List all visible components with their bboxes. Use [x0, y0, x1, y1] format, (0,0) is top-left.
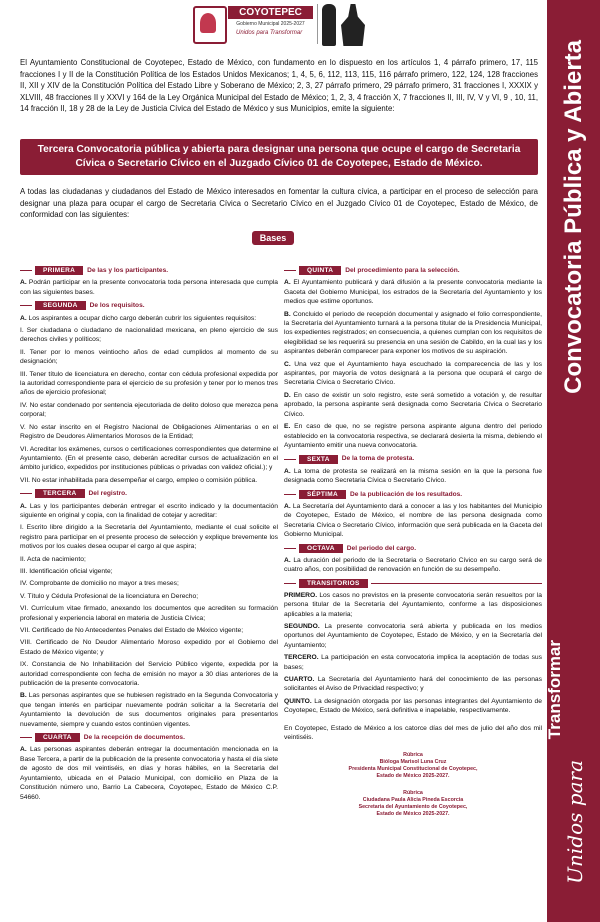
sidebar-title: Convocatoria Pública y Abierta: [559, 40, 587, 394]
clause: C. Una vez que el Ayuntamiento haya escuchado la comparecencia de las y los aspirantes, por mayoría de votos designará a la persona que ocupará el cargo de Secretaria Cívica o Secretario Cívico.: [284, 360, 542, 387]
clause: D. En caso de existir un solo registro, este será sometido a votación y, de resultar aprobado, la persona aspirante será designada como Secretaria Cívica o Secretario Cívico.: [284, 391, 542, 418]
list-item: III. Tener título de licenciatura en derecho, contar con cédula profesional expedida por la autoridad correspondiente para el ejercicio de su profesión y tener por lo menos tres años de ejercicio profesional;: [20, 370, 278, 397]
section-header: OCTAVA Del periodo del cargo.: [284, 544, 542, 553]
clause: SEGUNDO. La presente convocatoria será abierta y publicada en los medios oportunos del Ayuntamiento de Coyotepec, Estado de México, y en la Secretaría del Ayuntamiento;: [284, 623, 542, 649]
signature-block-president: Rúbrica Bióloga Marisol Luna Cruz Presidenta Municipal Constitucional de Coyotepec, Estado de México 2025-2027.: [348, 752, 478, 780]
section-header: SEGUNDA De los requisitos.: [20, 301, 278, 310]
list-item: VII. Certificado de No Antecedentes Penales del Estado de México vigente;: [20, 627, 244, 634]
clause: A. El Ayuntamiento publicará y dará difusión a la presente convocatoria mediante la Gaceta del Gobierno Municipal, los estrados de la Secretaría del Ayuntamiento y los medios que estime oportunos.: [284, 279, 542, 306]
header-slogan: Unidos para Transformar: [236, 30, 303, 36]
list-item: I. Escrito libre dirigido a la Secretaría del Ayuntamiento, mediante el cual solicite el registro para participar en el presente proceso de selección y explique brevemente los motivos por los cuales desea ocupar el cargo al que aspira;: [20, 524, 278, 551]
convocatoria-banner: Tercera Convocatoria pública y abierta para designar una persona que ocupe el cargo de Secretaria Cívica o Secretario Cívico en el Juzgado Cívico 01 de Coyotepec, Estado de México.: [20, 139, 538, 175]
clause: CUARTO. La Secretaría del Ayuntamiento hará del conocimiento de las personas solicitantes el Aviso de Privacidad respectivo; y: [284, 676, 542, 693]
list-item: VI. Acreditar los exámenes, cursos o certificaciones correspondientes que determine el Ayuntamiento. (En el presente caso, deberán acreditar cursos de actualización en el ámbito jurídico, expedidos por instituciones públicas o privadas con validez oficial.); y: [20, 445, 278, 472]
signature-block-secretary: Rúbrica Ciudadana Paula Alicia Pineda Escorcia Secretaria del Ayuntamiento de Coyotepec, Estado de México 2025-2027.: [358, 790, 468, 818]
invitation-paragraph: A todas las ciudadanas y ciudadanos del Estado de México interesados en fomentar la cultura cívica, a participar en el proceso de selección para designar una plaza para ocupar el cargo de Secretaria Cívica o Secretario Cívico en el Juzgado Cívico 01 de Coyotepec, Estado de México, de conformidad con las siguientes:: [20, 187, 538, 220]
clause: A. La toma de protesta se realizará en la misma sesión en la que la persona fue designada como Secretaria Cívica o Secretario Cívico.: [284, 467, 542, 485]
left-column: [20, 262, 278, 805]
list-item: IV. No estar condenado por sentencia ejecutoriada de delito doloso que merezca pena corporal;: [20, 401, 278, 419]
clause: TERCERO. La participación en esta convocatoria implica la aceptación de todas sus bases;: [284, 654, 542, 671]
clause: A. Las y los participantes deberán entregar el escrito indicado y la documentación siguiente en original y copia, con la finalidad de cotejar y acreditar:: [20, 502, 278, 519]
list-item: IX. Constancia de No Inhabilitación del Servicio Público vigente, expedida por la autoridad correspondiente con fecha de emisión no mayor a 30 días anteriores de la publicación de la presente convocatoria.: [20, 661, 278, 688]
brand-subtitle: Gobierno Municipal 2025-2027: [236, 21, 305, 27]
section-header: TERCERA Del registro.: [20, 489, 278, 498]
list-item: V. Título y Cédula Profesional de la licenciatura en Derecho;: [20, 592, 199, 600]
header-divider: [317, 4, 318, 44]
list-item: IV. Comprobante de domicilio no mayor a tres meses;: [20, 580, 179, 588]
right-column: [284, 262, 542, 818]
list-item: VI. Currículum vitae firmado, anexando los documentos que acrediten su formación profesional y experiencia laboral en materia de Justicia Cívica;: [20, 605, 278, 622]
section-header: SEXTA De la toma de protesta.: [284, 454, 542, 463]
list-item: I. Ser ciudadana o ciudadano de nacionalidad mexicana, en pleno ejercicio de sus derechos civiles y políticos;: [20, 327, 278, 344]
list-item: II. Tener por lo menos veintiocho años de edad cumplidos al momento de su designación;: [20, 348, 278, 366]
list-item: III. Identificación oficial vigente;: [20, 567, 113, 575]
coyotepec-logo-icon: [193, 6, 227, 44]
brand-name: COYOTEPEC: [228, 6, 313, 19]
clause: B. Concluido el periodo de recepción documental y asignado el folio correspondiente, la Secretaría del Ayuntamiento turnará a la persona titular de la Presidencia Municipal, los expedientes registrados; en consecuencia, a quienes cumplan con los requisitos de elegibilidad se les requerirá su presencia en una sesión de Cabildo, en la cual las y los aspirantes deberán comparecer para exponer los motivos de su aspiración.: [284, 310, 542, 356]
list-item: VII. No estar inhabilitada para desempeñar el cargo, empleo o comisión pública.: [20, 476, 258, 484]
intro-paragraph: El Ayuntamiento Constitucional de Coyotepec, Estado de México, con fundamento en lo dispuesto en los artículos 1, 4 párrafo primero, 17, 115 fracciones I y II de la Constitución Política de los Estados Unidos Mexicanos; 1, 4, 5, 6, 112, 113, 115, 116 párrafo primero, 122, 124, 128 fracciones II, XII y XIV de la Constitución Política del Estado Libre y Soberano de México; 2, 3, 27 párrafo primero, 29 párrafo primero, 31 fracciones I, XXXIX y XLVIII, 48 fracciones II y XXVI y 164 de la Ley Orgánica Municipal del Estado de México; 1, 2, 3, 4 fracción X, 7 fracciones II, III, IV, V y VI, 9 , 10, 11, 14 fracción II, 18 y 28 de la Ley de Justicia Cívica del Estado de México y sus Municipios, emite la siguiente:: [20, 58, 538, 114]
clause: A. La Secretaría del Ayuntamiento dará a conocer a las y los habitantes del Municipio de Coyotepec, Estado de México, el nombre de las persona designada como Secretaria Cívica o Secretario Cívico, información que será publicada en la Gaceta del Gobierno Municipal.: [284, 502, 542, 539]
section-header: QUINTA Del procedimiento para la selección.: [284, 266, 542, 275]
section-header: TRANSITORIOS: [284, 579, 542, 588]
clause: A. Podrán participar en la presente convocatoria toda persona interesada que cumpla con las siguientes bases.: [20, 279, 278, 296]
bases-heading: Bases: [252, 231, 294, 245]
clause: A. Los aspirantes a ocupar dicho cargo deberán cubrir los siguientes requisitos:: [20, 314, 257, 322]
figure-silhouette-icon: [341, 4, 365, 46]
clause: E. En caso de que, no se registre persona aspirante alguna dentro del periodo establecido en la convocatoria respectiva, se declarará desierta la misma, debiendo el Ayuntamiento emitir una nueva convocatoria.: [284, 423, 542, 449]
list-item: VIII. Certificado de No Deudor Alimentario Moroso expedido por el Gobierno del Estado de México vigente; y: [20, 639, 278, 656]
clause: PRIMERO. Los casos no previstos en la presente convocatoria serán resueltos por la persona titular de la Secretaría del Ayuntamiento, conforme a las disposiciones aplicables a la materia;: [284, 591, 542, 618]
seal-icon: [322, 4, 336, 46]
clause: A. Las personas aspirantes deberán entregar la documentación mencionada en la Base Tercera, a partir de la publicación de la presente convocatoria y hasta el día siete de agosto de dos mil veintiséis, en días y horas hábiles, en la Secretaría del Ayuntamiento, ubicada en el Palacio Municipal, con domicilio en Plaza de la Constitución número uno, Barrio La Cabecera, Coyotepec, Estado de México C.P. 54660.: [20, 746, 278, 801]
header: [0, 0, 600, 52]
clause: B. Las personas aspirantes que se hubiesen registrado en la Segunda Convocatoria y que tengan interés en participar nuevamente podrán solicitar a la Secretaría del Ayuntamiento la devolución de sus documentos originales para presentarlos nuevamente, siempre y cuando estos continúen vigentes.: [20, 692, 278, 728]
list-item: V. No estar inscrito en el Registro Nacional de Obligaciones Alimentarias o en el Registro de Deudores Alimentarios Morosos de la Entidad;: [20, 423, 278, 441]
clause: A. La duración del periodo de la Secretaria o Secretario Cívico en su cargo será de cuatro años, con posibilidad de renovación en función de su desempeño.: [284, 556, 542, 574]
clause: QUINTO. La designación otorgada por las personas integrantes del Ayuntamiento de Coyotepec, Estado de México, será definitiva e inapelable, respectivamente.: [284, 697, 542, 715]
sidebar-slogan-bold: Transformar: [545, 640, 564, 740]
sidebar: [547, 0, 600, 922]
sidebar-slogan-script: Unidos para: [563, 760, 587, 884]
section-header: SÉPTIMA De la publicación de los resultados.: [284, 490, 542, 499]
section-header: PRIMERA De las y los participantes.: [20, 266, 278, 275]
list-item: II. Acta de nacimiento;: [20, 555, 86, 563]
section-header: CUARTA De la recepción de documentos.: [20, 733, 278, 742]
closing-paragraph: En Coyotepec, Estado de México a los catorce días del mes de julio del año dos mil veintiséis.: [284, 724, 542, 742]
